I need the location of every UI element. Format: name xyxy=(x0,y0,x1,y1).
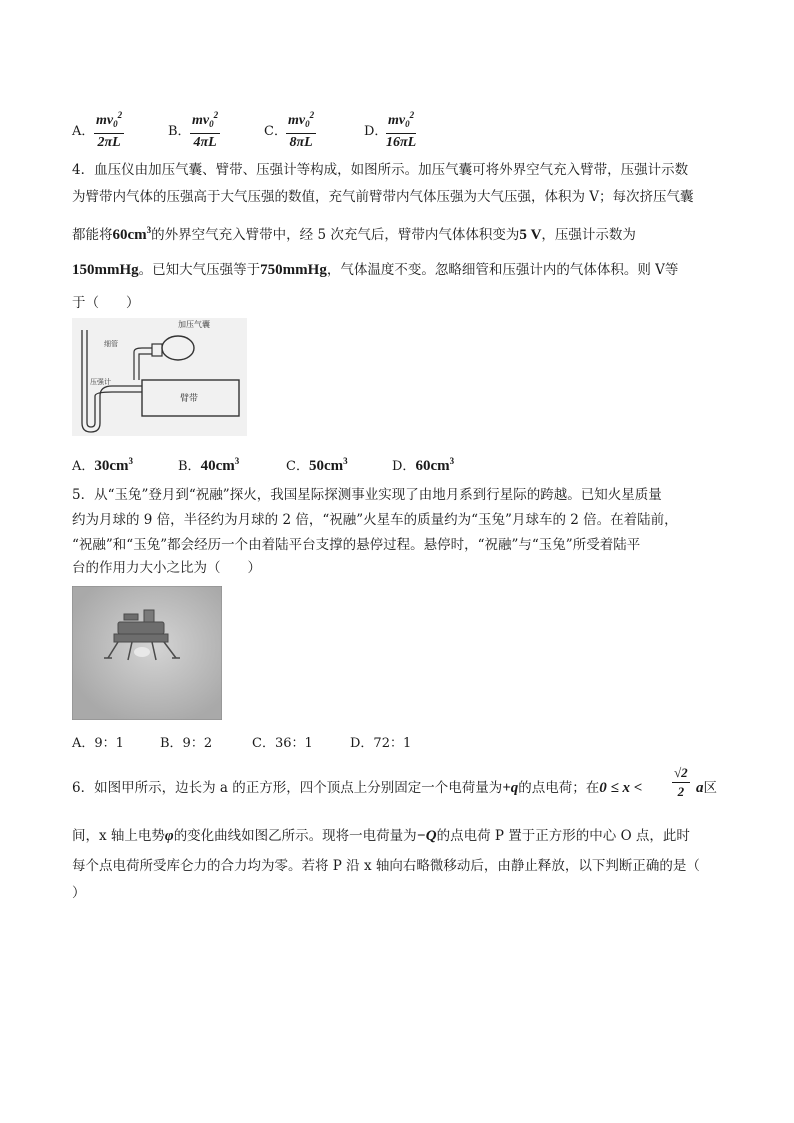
q3-option-c-label: C． xyxy=(264,124,287,139)
fig-label-tube: 细管 xyxy=(104,340,118,348)
q6-line-1-tail: a区 xyxy=(696,780,717,796)
q6-line-3: 每个点电荷所受库仑力的合力均为零。若将 P 沿 x 轴向右略微移动后，由静止释放，以下判断正确的是（ xyxy=(72,858,700,874)
q3-option-a-label: A． xyxy=(72,124,95,139)
q6-line-1: 6．如图甲所示，边长为 a 的正方形，四个顶点上分别固定一个电荷量为+q的点电荷；在0 ≤ x < xyxy=(72,780,643,796)
q5-option-d: D．72：1 xyxy=(350,736,412,751)
q4-line-4: 150mmHg。已知大气压强等于750mmHg，气体温度不变。忽略细管和压强计内的气体体积。则 V等 xyxy=(72,262,679,278)
q3-option-a-fraction: $\frac{mv_0^2}{2\pi L}$ xyxy=(94,106,124,152)
q4-line-2: 为臂带内气体的压强高于大气压强的数值，充气前臂带内气体压强为大气压强，体积为 V；每次挤压气囊 xyxy=(72,189,694,205)
q4-option-c: C．$50cm^3$ xyxy=(286,456,348,474)
q4-option-a: A．$30cm^3$ xyxy=(72,456,134,474)
q6-line-2: 间，x 轴上电势φ的变化曲线如图乙所示。现将一电荷量为−Q的点电荷 P 置于正方形的中心 O 点，此时 xyxy=(72,828,690,844)
q6-line-4: ） xyxy=(72,885,86,901)
q5-option-b: B．9：2 xyxy=(160,736,213,751)
q3-option-d-fraction: $\frac{mv_0^2}{16\pi L}$ xyxy=(386,106,416,152)
q4-line-5: 于（ ） xyxy=(72,295,140,311)
q5-line-3: “祝融”和“玉兔”都会经历一个由着陆平台支撑的悬停过程。悬停时，“祝融”与“玉兔”所受着陆平 xyxy=(72,537,641,553)
q5-line-2: 约为月球的 9 倍，半径约为月球的 2 倍，“祝融”火星车的质量约为“玉兔”月球车的 2 倍。在着陆前， xyxy=(72,512,678,528)
q5-line-4: 台的作用力大小之比为（ ） xyxy=(72,560,261,576)
q3-option-b-label: B． xyxy=(168,124,191,139)
q5-option-a: A．9：1 xyxy=(72,736,124,751)
q4-option-d: D．$60cm^3$ xyxy=(392,456,455,474)
q3-option-c-fraction: $\frac{mv_0^2}{8\pi L}$ xyxy=(286,106,316,152)
q3-option-d-label: D． xyxy=(364,124,388,139)
q5-option-c: C．36：1 xyxy=(252,736,313,751)
fig-label-gauge: 压强计 xyxy=(90,378,111,386)
q4-option-b: B．$40cm^3$ xyxy=(178,456,240,474)
fig-label-pump: 加压气囊 xyxy=(178,320,210,329)
lander-photo xyxy=(72,586,222,720)
q4-line-1: 4．血压仪由加压气囊、臂带、压强计等构成，如图所示。加压气囊可将外界空气充入臂带，压强计示数 xyxy=(72,162,689,178)
q5-line-1: 5．从“玉兔”登月到“祝融”探火，我国星际探测事业实现了由地月系到行星际的跨越。已知火星质量 xyxy=(72,487,662,503)
q3-option-b-fraction: $\frac{mv_0^2}{4\pi L}$ xyxy=(190,106,220,152)
blood-pressure-figure xyxy=(72,318,247,436)
q6-fraction: $\frac{√2}{2}$ xyxy=(674,765,688,799)
q4-line-3: 都能将$60cm^3$的外界空气充入臂带中，经 5 次充气后，臂带内气体体积变为5 V，压强计示数为 xyxy=(72,225,636,243)
fig-label-cuff: 臂带 xyxy=(180,394,199,404)
